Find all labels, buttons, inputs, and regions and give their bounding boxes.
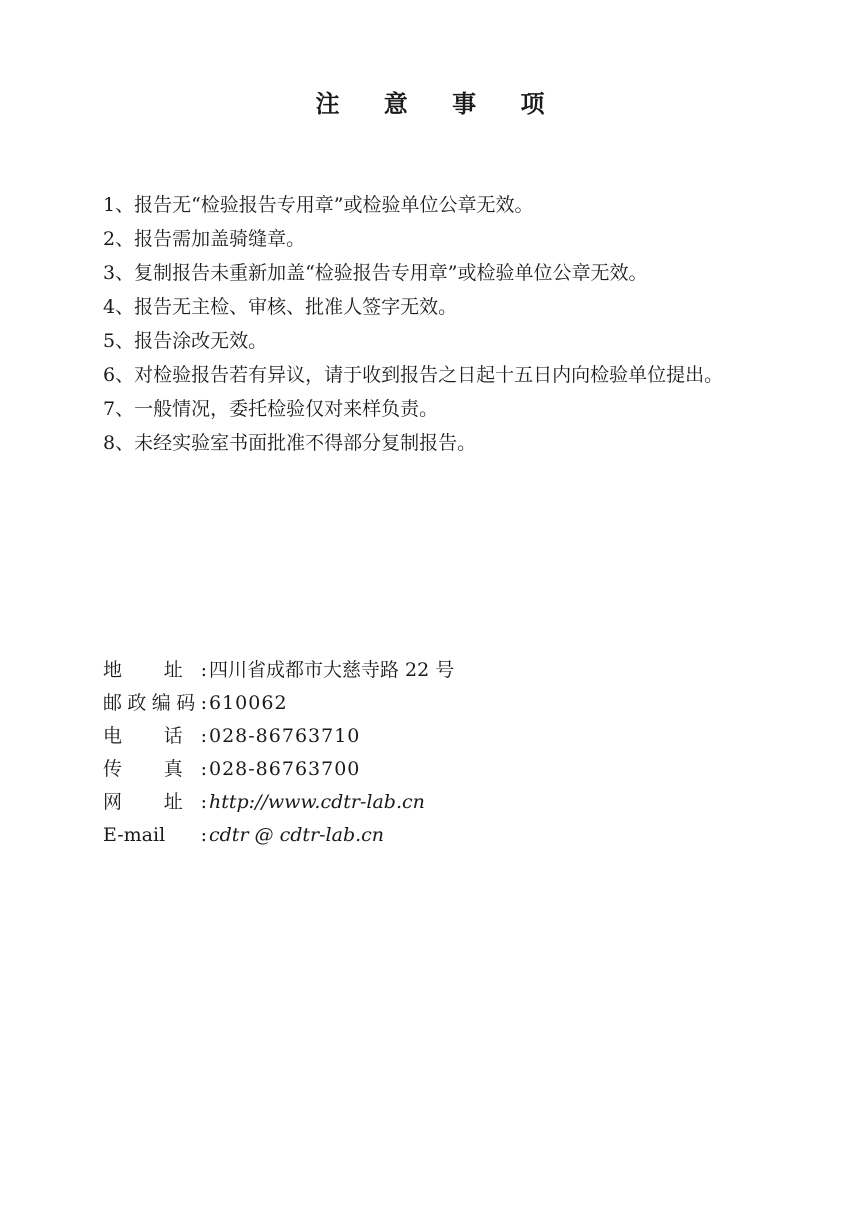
notice-number: 2、: [103, 228, 135, 250]
email-link[interactable]: cdtr @ cdtr-lab.cn: [209, 824, 385, 846]
postcode-value: 610062: [209, 692, 288, 714]
list-item: [103, 222, 803, 256]
fax-value: 028-86763700: [209, 758, 361, 780]
list-item: [103, 256, 803, 290]
notice-text: 报告涂改无效。: [134, 330, 268, 352]
notice-number: 1、: [103, 194, 135, 216]
notice-text: 一般情况，委托检验仅对来样负责。: [134, 398, 439, 420]
phone-label: 电 话:: [103, 725, 207, 747]
list-item: [103, 188, 803, 222]
list-item: [103, 392, 803, 426]
phone-row: [103, 720, 703, 753]
website-link[interactable]: http://www.cdtr-lab.cn: [209, 791, 425, 813]
address-value: 四川省成都市大慈寺路 22 号: [209, 659, 455, 681]
page-title: 注 意 事 项: [315, 89, 563, 118]
list-item: [103, 290, 803, 324]
website-row: [103, 786, 703, 819]
notice-text: 报告需加盖骑缝章。: [134, 228, 306, 250]
notice-number: 6、: [103, 364, 135, 386]
address-label: 地 址:: [103, 659, 207, 681]
address-row: [103, 654, 703, 687]
postcode-label: 邮政编码:: [103, 692, 207, 714]
list-item: [103, 358, 803, 392]
notice-text: 报告无“检验报告专用章”或检验单位公章无效。: [134, 194, 534, 216]
notice-text: 报告无主检、审核、批准人签字无效。: [134, 296, 458, 318]
list-item: [103, 426, 803, 460]
notice-text: 对检验报告若有异议，请于收到报告之日起十五日内向检验单位提出。: [134, 364, 724, 386]
notice-number: 8、: [103, 432, 135, 454]
email-label: E-mail :: [103, 824, 207, 846]
phone-value: 028-86763710: [209, 725, 361, 747]
postcode-row: [103, 687, 703, 720]
fax-label: 传 真:: [103, 758, 207, 780]
notice-text: 复制报告未重新加盖“检验报告专用章”或检验单位公章无效。: [134, 262, 648, 284]
notice-number: 7、: [103, 398, 135, 420]
contact-block: [103, 654, 703, 852]
fax-row: [103, 753, 703, 786]
notice-list: [103, 188, 803, 460]
notice-number: 3、: [103, 262, 135, 284]
notice-number: 5、: [103, 330, 135, 352]
notice-number: 4、: [103, 296, 135, 318]
email-row: [103, 819, 703, 852]
list-item: [103, 324, 803, 358]
notice-text: 未经实验室书面批准不得部分复制报告。: [134, 432, 477, 454]
website-label: 网 址:: [103, 791, 207, 813]
